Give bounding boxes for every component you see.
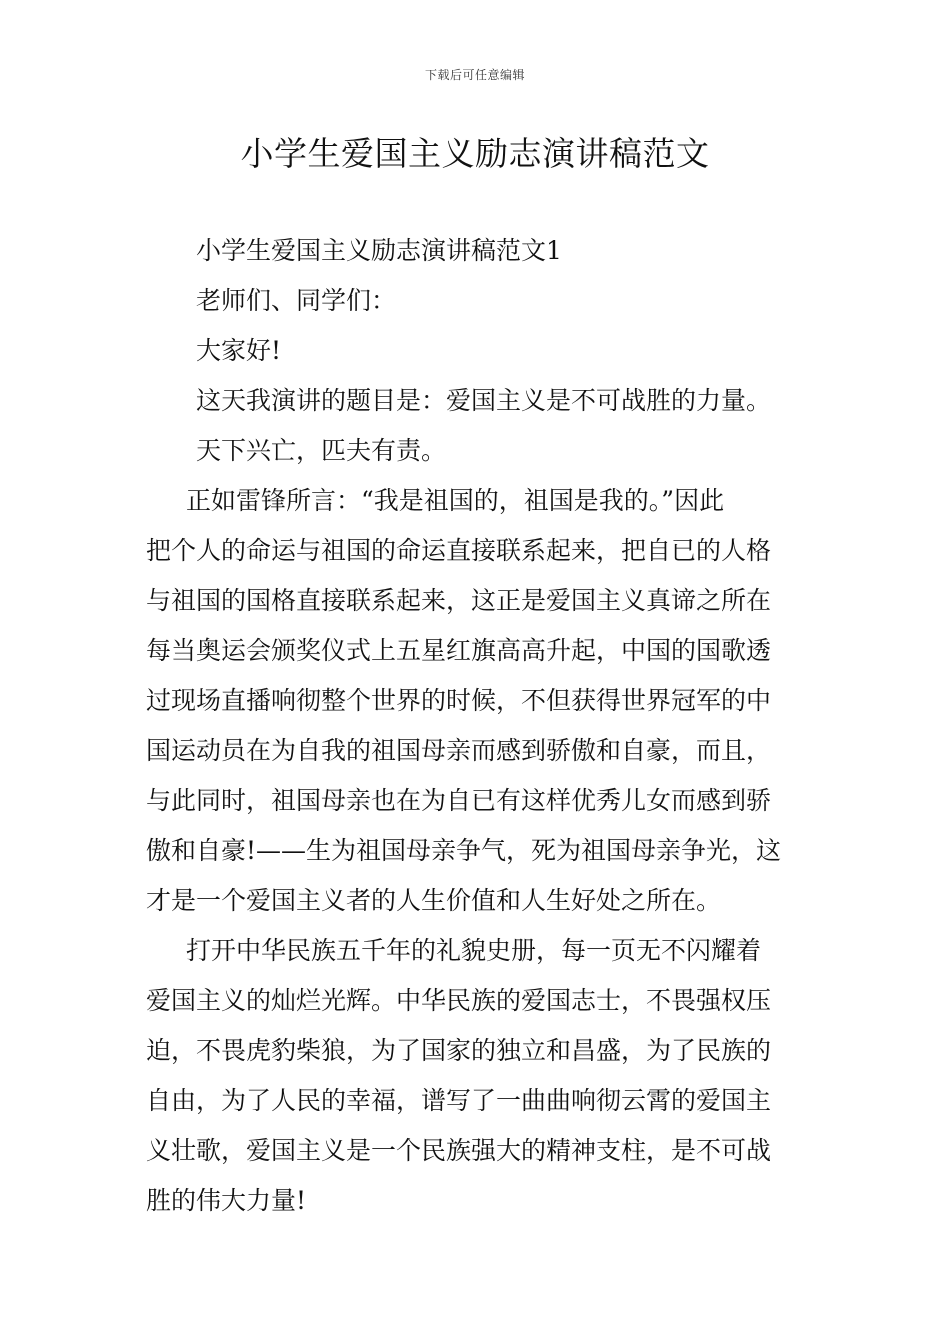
header-note: 下载后可任意编辑 bbox=[424, 68, 525, 82]
speech-topic: 这天我演讲的题目是：爱国主义是不可战胜的力量。 bbox=[196, 386, 772, 415]
paragraph-line: 义壮歌，爱国主义是一个民族强大的精神支柱，是不可战 bbox=[146, 1136, 772, 1165]
paragraph-line: 傲和自豪!——生为祖国母亲争气，死为祖国母亲争光，这 bbox=[146, 836, 782, 865]
salutation: 老师们、同学们： bbox=[196, 286, 397, 315]
paragraph-line: 迫，不畏虎豹柴狼，为了国家的独立和昌盛，为了民族的 bbox=[146, 1036, 772, 1065]
paragraph-line: 才是一个爱国主义者的人生价值和人生好处之所在。 bbox=[146, 886, 722, 915]
section-heading: 小学生爱国主义励志演讲稿范文1 bbox=[196, 236, 562, 265]
paragraph-line: 与此同时，祖国母亲也在为自已有这样优秀儿女而感到骄 bbox=[146, 786, 772, 815]
paragraph-line: 爱国主义的灿烂光辉。中华民族的爱国志士，不畏强权压 bbox=[146, 986, 772, 1015]
paragraph-line: 正如雷锋所言：“我是祖国的，祖国是我的。”因此 bbox=[186, 486, 725, 515]
document-body bbox=[146, 226, 806, 1226]
paragraph-line: 每当奥运会颁奖仪式上五星红旗高高升起，中国的国歌透 bbox=[146, 636, 772, 665]
paragraph-line: 天下兴亡，匹夫有责。 bbox=[196, 436, 447, 465]
paragraph-line: 与祖国的国格直接联系起来，这正是爱国主义真谛之所在 bbox=[146, 586, 772, 615]
paragraph-line: 自由，为了人民的幸福，谱写了一曲曲响彻云霄的爱国主 bbox=[146, 1086, 772, 1115]
paragraph-line: 把个人的命运与祖国的命运直接联系起来，把自已的人格 bbox=[146, 536, 772, 565]
document-title: 小学生爱国主义励志演讲稿范文 bbox=[240, 134, 710, 173]
greeting: 大家好! bbox=[196, 336, 282, 365]
paragraph-line: 胜的伟大力量! bbox=[146, 1186, 307, 1215]
paragraph-line: 过现场直播响彻整个世界的时候，不但获得世界冠军的中 bbox=[146, 686, 772, 715]
paragraph-line: 打开中华民族五千年的礼貌史册，每一页无不闪耀着 bbox=[186, 936, 762, 965]
paragraph-line: 国运动员在为自我的祖国母亲而感到骄傲和自豪，而且， bbox=[146, 736, 772, 765]
